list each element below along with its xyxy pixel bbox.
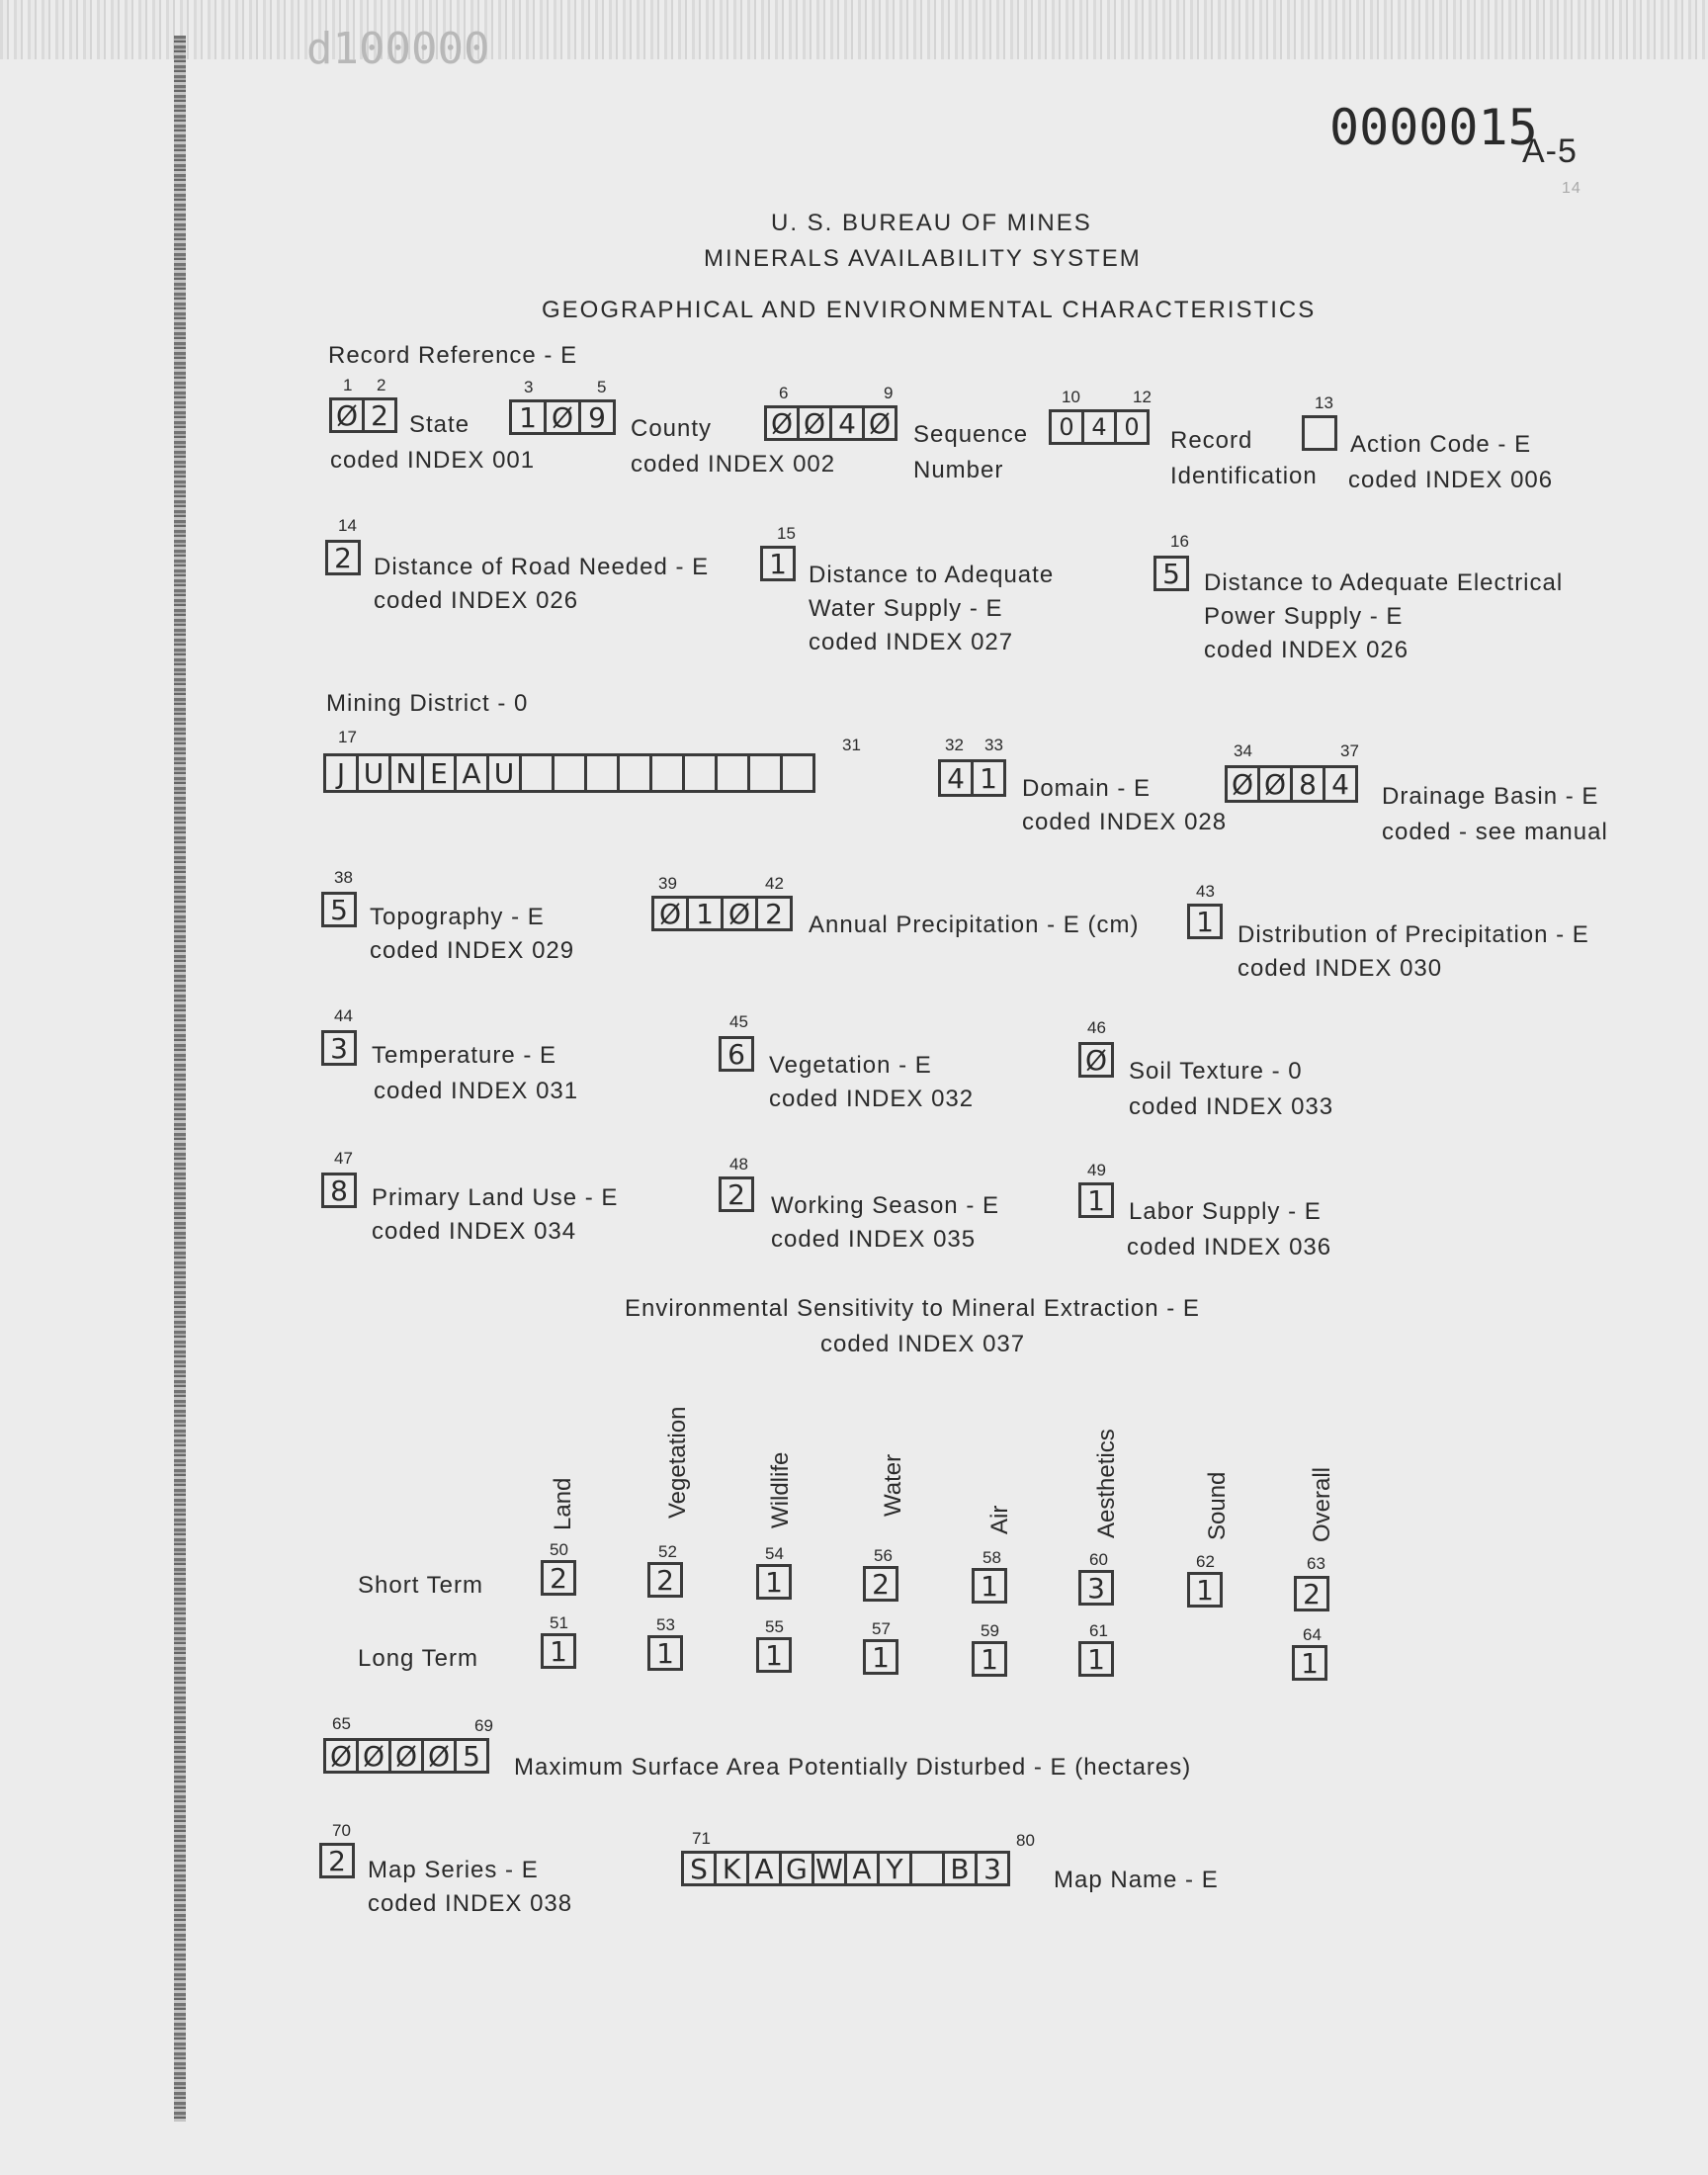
short-term-aesthetics-boxes — [1081, 1570, 1114, 1606]
col-number: 44 — [334, 1006, 353, 1025]
season-code-boxes — [722, 1176, 754, 1212]
short-term-label: Short Term — [358, 1572, 483, 1599]
col-number: 48 — [729, 1155, 748, 1174]
col-number: 80 — [1016, 1831, 1035, 1850]
col-number: 46 — [1087, 1018, 1106, 1037]
drainage-code-boxes — [1228, 765, 1358, 803]
col-number: 12 — [1133, 388, 1152, 406]
mining-district-box — [584, 753, 620, 793]
col-number: 13 — [1315, 393, 1333, 412]
mining-district-box: E — [421, 753, 457, 793]
long-term-air-box: 1 — [972, 1641, 1007, 1677]
distribution-label: Distribution of Precipitation - E — [1238, 921, 1589, 948]
mining-district-box — [682, 753, 718, 793]
domain-label: Domain - E — [1022, 775, 1152, 802]
sequence-number-label: Number — [913, 457, 1004, 483]
topography-label: Topography - E — [370, 904, 545, 930]
mining-district-boxes — [326, 753, 815, 793]
record-code-boxes — [1052, 409, 1150, 445]
road-index-label: coded INDEX 026 — [374, 587, 579, 614]
col-number: 5 — [597, 378, 607, 396]
drainage-code-box: Ø — [1257, 765, 1293, 803]
topography-code-boxes — [324, 892, 357, 927]
map-name-box: Y — [877, 1851, 912, 1886]
surface-area-box: Ø — [388, 1738, 424, 1774]
col-number: 33 — [984, 736, 1003, 754]
record-code-box: 4 — [1081, 409, 1117, 445]
col-number: 2 — [377, 376, 386, 394]
column-heading-land: Land — [550, 1477, 576, 1530]
page-id: A-5 — [1522, 132, 1578, 170]
long-term-land-boxes — [544, 1633, 576, 1669]
col-number: 47 — [334, 1149, 353, 1168]
col-number: 15 — [777, 524, 796, 543]
domain-code-box: 4 — [938, 759, 974, 797]
col-number: 62 — [1196, 1552, 1215, 1571]
col-number: 6 — [779, 384, 789, 402]
long-term-overall-box: 1 — [1292, 1645, 1327, 1681]
map-name-box: A — [844, 1851, 880, 1886]
labor-index-label: coded INDEX 036 — [1127, 1234, 1332, 1261]
column-heading-vegetation: Vegetation — [664, 1406, 691, 1519]
record-code-box: 0 — [1114, 409, 1150, 445]
action-code-label: Action Code - E — [1350, 431, 1532, 458]
col-number: 10 — [1062, 388, 1080, 406]
surface-area-label: Maximum Surface Area Potentially Disturbed - E (hectares) — [514, 1754, 1192, 1781]
drainage-index-label: coded - see manual — [1382, 819, 1608, 845]
col-number: 3 — [524, 378, 534, 396]
map-name-box: W — [811, 1851, 847, 1886]
col-number: 1 — [343, 376, 353, 394]
short-term-land-box: 2 — [541, 1560, 576, 1596]
power-label: Distance to Adequate Electrical — [1204, 569, 1564, 596]
column-heading-overall: Overall — [1309, 1466, 1335, 1542]
ghost-number: d100000 — [306, 24, 490, 74]
short-term-overall-box: 2 — [1294, 1576, 1329, 1611]
landuse-code-boxes — [324, 1173, 357, 1208]
short-term-air-boxes — [975, 1568, 1007, 1604]
labor-label: Labor Supply - E — [1129, 1198, 1322, 1225]
page-left-edge — [174, 36, 186, 2122]
distribution-index-label: coded INDEX 030 — [1238, 955, 1443, 982]
vegetation-code-box: 6 — [719, 1036, 754, 1072]
season-label: Working Season - E — [771, 1192, 999, 1219]
power-supply-label: Power Supply - E — [1204, 603, 1404, 630]
mining-district-box: N — [388, 753, 424, 793]
precipitation-label: Annual Precipitation - E (cm) — [809, 912, 1140, 938]
water-label: Distance to Adequate — [809, 562, 1055, 588]
col-number: 52 — [658, 1542, 677, 1561]
col-number: 37 — [1340, 741, 1359, 760]
sequence-code-box: Ø — [862, 405, 897, 441]
short-term-vegetation-boxes — [650, 1562, 683, 1598]
col-number: 61 — [1089, 1621, 1108, 1640]
col-number: 70 — [332, 1821, 351, 1840]
county-label: County — [631, 415, 713, 442]
mining-district-title: Mining District - 0 — [326, 690, 529, 717]
power-index-label: coded INDEX 026 — [1204, 637, 1409, 663]
mining-district-box — [780, 753, 815, 793]
temperature-label: Temperature - E — [372, 1042, 557, 1069]
topography-code-box: 5 — [321, 892, 357, 927]
column-heading-water: Water — [880, 1453, 906, 1517]
county-code-boxes — [512, 399, 616, 435]
map-name-box: 3 — [975, 1851, 1010, 1886]
header-line3: GEOGRAPHICAL AND ENVIRONMENTAL CHARACTERISTICS — [542, 297, 1317, 323]
col-number: 54 — [765, 1544, 784, 1563]
long-term-air-boxes — [975, 1641, 1007, 1677]
map-name-box: K — [714, 1851, 749, 1886]
map-series-label: Map Series - E — [368, 1857, 539, 1883]
col-number: 64 — [1303, 1625, 1322, 1644]
mining-district-box: U — [486, 753, 522, 793]
col-number: 16 — [1170, 532, 1189, 551]
drainage-code-box: 4 — [1323, 765, 1358, 803]
landuse-code-box: 8 — [321, 1173, 357, 1208]
mining-district-box: J — [323, 753, 359, 793]
county-index-label: coded INDEX 002 — [631, 451, 836, 478]
surface-area-box: Ø — [323, 1738, 359, 1774]
long-term-wildlife-boxes — [759, 1637, 792, 1673]
map-series-index-label: coded INDEX 038 — [368, 1890, 573, 1917]
col-number: 53 — [656, 1615, 675, 1634]
map-name-box: G — [779, 1851, 814, 1886]
stamp-number: 0000015 — [1329, 99, 1538, 156]
col-number: 50 — [550, 1540, 568, 1559]
col-number: 57 — [872, 1619, 891, 1638]
long-term-overall-boxes — [1295, 1645, 1327, 1681]
water-code-box: 1 — [760, 546, 796, 581]
soil-code-boxes — [1081, 1042, 1114, 1078]
action-code-boxes — [1305, 415, 1337, 451]
vegetation-code-boxes — [722, 1036, 754, 1072]
short-term-water-boxes — [866, 1566, 898, 1602]
season-index-label: coded INDEX 035 — [771, 1226, 977, 1253]
map-name-boxes — [684, 1851, 1010, 1886]
state-code-boxes — [332, 397, 397, 433]
state-label: State — [409, 411, 470, 438]
power-code-boxes — [1156, 556, 1189, 591]
power-code-box: 5 — [1153, 556, 1189, 591]
short-term-wildlife-boxes — [759, 1564, 792, 1600]
distribution-code-boxes — [1190, 904, 1223, 939]
state-code-box: Ø — [329, 397, 365, 433]
col-number: 56 — [874, 1546, 893, 1565]
long-term-land-box: 1 — [541, 1633, 576, 1669]
mining-district-box — [617, 753, 652, 793]
precipitation-code-boxes — [654, 896, 793, 931]
precipitation-code-box: 2 — [755, 896, 793, 931]
sequence-code-box: Ø — [764, 405, 800, 441]
state-code-box: 2 — [362, 397, 397, 433]
topography-index-label: coded INDEX 029 — [370, 937, 575, 964]
surface-area-box: 5 — [454, 1738, 489, 1774]
mining-district-box — [552, 753, 587, 793]
short-term-sound-box: 1 — [1187, 1572, 1223, 1608]
short-term-water-box: 2 — [863, 1566, 898, 1602]
temperature-code-box: 3 — [321, 1030, 357, 1066]
long-term-label: Long Term — [358, 1645, 478, 1672]
landuse-label: Primary Land Use - E — [372, 1184, 619, 1211]
page-mark: 14 — [1562, 180, 1581, 197]
col-number: 32 — [945, 736, 964, 754]
map-name-label: Map Name - E — [1054, 1867, 1219, 1893]
col-number: 42 — [765, 874, 784, 893]
short-term-land-boxes — [544, 1560, 576, 1596]
road-code-boxes — [328, 540, 361, 575]
precipitation-code-box: Ø — [651, 896, 689, 931]
col-number: 14 — [338, 516, 357, 535]
temperature-code-boxes — [324, 1030, 357, 1066]
col-number: 45 — [729, 1012, 748, 1031]
sequence-code-boxes — [767, 405, 897, 441]
short-term-aesthetics-box: 3 — [1078, 1570, 1114, 1606]
short-term-wildlife-box: 1 — [756, 1564, 792, 1600]
mining-district-box — [649, 753, 685, 793]
long-term-vegetation-boxes — [650, 1635, 683, 1671]
surface-area-box: Ø — [356, 1738, 391, 1774]
column-heading-aesthetics: Aesthetics — [1093, 1429, 1120, 1538]
surface-area-boxes — [326, 1738, 489, 1774]
short-term-air-box: 1 — [972, 1568, 1007, 1604]
col-number: 38 — [334, 868, 353, 887]
record-label: Record — [1170, 427, 1253, 454]
precipitation-code-box: 1 — [686, 896, 724, 931]
col-number: 60 — [1089, 1550, 1108, 1569]
long-term-wildlife-box: 1 — [756, 1637, 792, 1673]
header-line1: U. S. BUREAU OF MINES — [771, 210, 1092, 236]
col-number: 65 — [332, 1714, 351, 1733]
state-index-label: coded INDEX 001 — [330, 447, 536, 474]
header-line2: MINERALS AVAILABILITY SYSTEM — [704, 245, 1142, 272]
col-number: 59 — [981, 1621, 999, 1640]
page-top-edge — [0, 0, 1708, 59]
col-number: 34 — [1234, 741, 1252, 760]
col-number: 39 — [658, 874, 677, 893]
short-term-overall-boxes — [1297, 1576, 1329, 1611]
domain-index-label: coded INDEX 028 — [1022, 809, 1228, 835]
soil-code-box: Ø — [1078, 1042, 1114, 1078]
domain-code-boxes — [941, 759, 1006, 797]
map-name-box: S — [681, 1851, 717, 1886]
surface-area-box: Ø — [421, 1738, 457, 1774]
record-identification-label: Identification — [1170, 463, 1318, 489]
season-code-box: 2 — [719, 1176, 754, 1212]
short-term-vegetation-box: 2 — [647, 1562, 683, 1598]
record-code-box: 0 — [1049, 409, 1084, 445]
col-number: 17 — [338, 728, 357, 746]
col-number: 43 — [1196, 882, 1215, 901]
mining-district-box — [715, 753, 750, 793]
col-number: 31 — [842, 736, 861, 754]
col-number: 9 — [884, 384, 894, 402]
action-code-box — [1302, 415, 1337, 451]
sequence-code-box: 4 — [829, 405, 865, 441]
mining-district-box — [747, 753, 783, 793]
sequence-label: Sequence — [913, 421, 1029, 448]
soil-index-label: coded INDEX 033 — [1129, 1093, 1334, 1120]
col-number: 63 — [1307, 1554, 1325, 1573]
road-code-box: 2 — [325, 540, 361, 575]
long-term-water-box: 1 — [863, 1639, 898, 1675]
road-label: Distance of Road Needed - E — [374, 554, 710, 580]
drainage-code-box: Ø — [1225, 765, 1260, 803]
county-code-box: Ø — [544, 399, 581, 435]
sequence-code-box: Ø — [797, 405, 832, 441]
county-code-box: 9 — [578, 399, 616, 435]
col-number: 71 — [692, 1829, 711, 1848]
column-heading-wildlife: Wildlife — [767, 1451, 794, 1528]
long-term-vegetation-box: 1 — [647, 1635, 683, 1671]
water-code-boxes — [763, 546, 796, 581]
water-index-label: coded INDEX 027 — [809, 629, 1014, 655]
map-series-box: 2 — [319, 1843, 355, 1878]
col-number: 55 — [765, 1617, 784, 1636]
column-heading-air: Air — [986, 1505, 1013, 1534]
long-term-aesthetics-box: 1 — [1078, 1641, 1114, 1677]
temperature-index-label: coded INDEX 031 — [374, 1078, 579, 1104]
record-reference-title: Record Reference - E — [328, 342, 578, 369]
mining-district-box: U — [356, 753, 391, 793]
long-term-water-boxes — [866, 1639, 898, 1675]
long-term-aesthetics-boxes — [1081, 1641, 1114, 1677]
drainage-code-box: 8 — [1290, 765, 1325, 803]
soil-label: Soil Texture - 0 — [1129, 1058, 1303, 1085]
short-term-sound-boxes — [1190, 1572, 1223, 1608]
drainage-label: Drainage Basin - E — [1382, 783, 1599, 810]
col-number: 58 — [982, 1548, 1001, 1567]
column-heading-sound: Sound — [1204, 1471, 1231, 1540]
mining-district-box: A — [454, 753, 489, 793]
mining-district-box — [519, 753, 555, 793]
distribution-code-box: 1 — [1187, 904, 1223, 939]
domain-code-box: 1 — [971, 759, 1006, 797]
vegetation-label: Vegetation - E — [769, 1052, 932, 1079]
landuse-index-label: coded INDEX 034 — [372, 1218, 577, 1245]
labor-code-box: 1 — [1078, 1182, 1114, 1218]
map-series-boxes — [322, 1843, 355, 1878]
col-number: 69 — [474, 1716, 493, 1735]
sensitivity-title: Environmental Sensitivity to Mineral Extraction - E — [625, 1295, 1200, 1322]
labor-code-boxes — [1081, 1182, 1114, 1218]
vegetation-index-label: coded INDEX 032 — [769, 1086, 975, 1112]
col-number: 49 — [1087, 1161, 1106, 1179]
map-name-box — [909, 1851, 945, 1886]
water-supply-label: Water Supply - E — [809, 595, 1003, 622]
map-name-box: A — [746, 1851, 782, 1886]
county-code-box: 1 — [509, 399, 547, 435]
sensitivity-index-label: coded INDEX 037 — [820, 1331, 1026, 1357]
action-code-index-label: coded INDEX 006 — [1348, 467, 1554, 493]
col-number: 51 — [550, 1613, 568, 1632]
precipitation-code-box: Ø — [721, 896, 758, 931]
map-name-box: B — [942, 1851, 978, 1886]
